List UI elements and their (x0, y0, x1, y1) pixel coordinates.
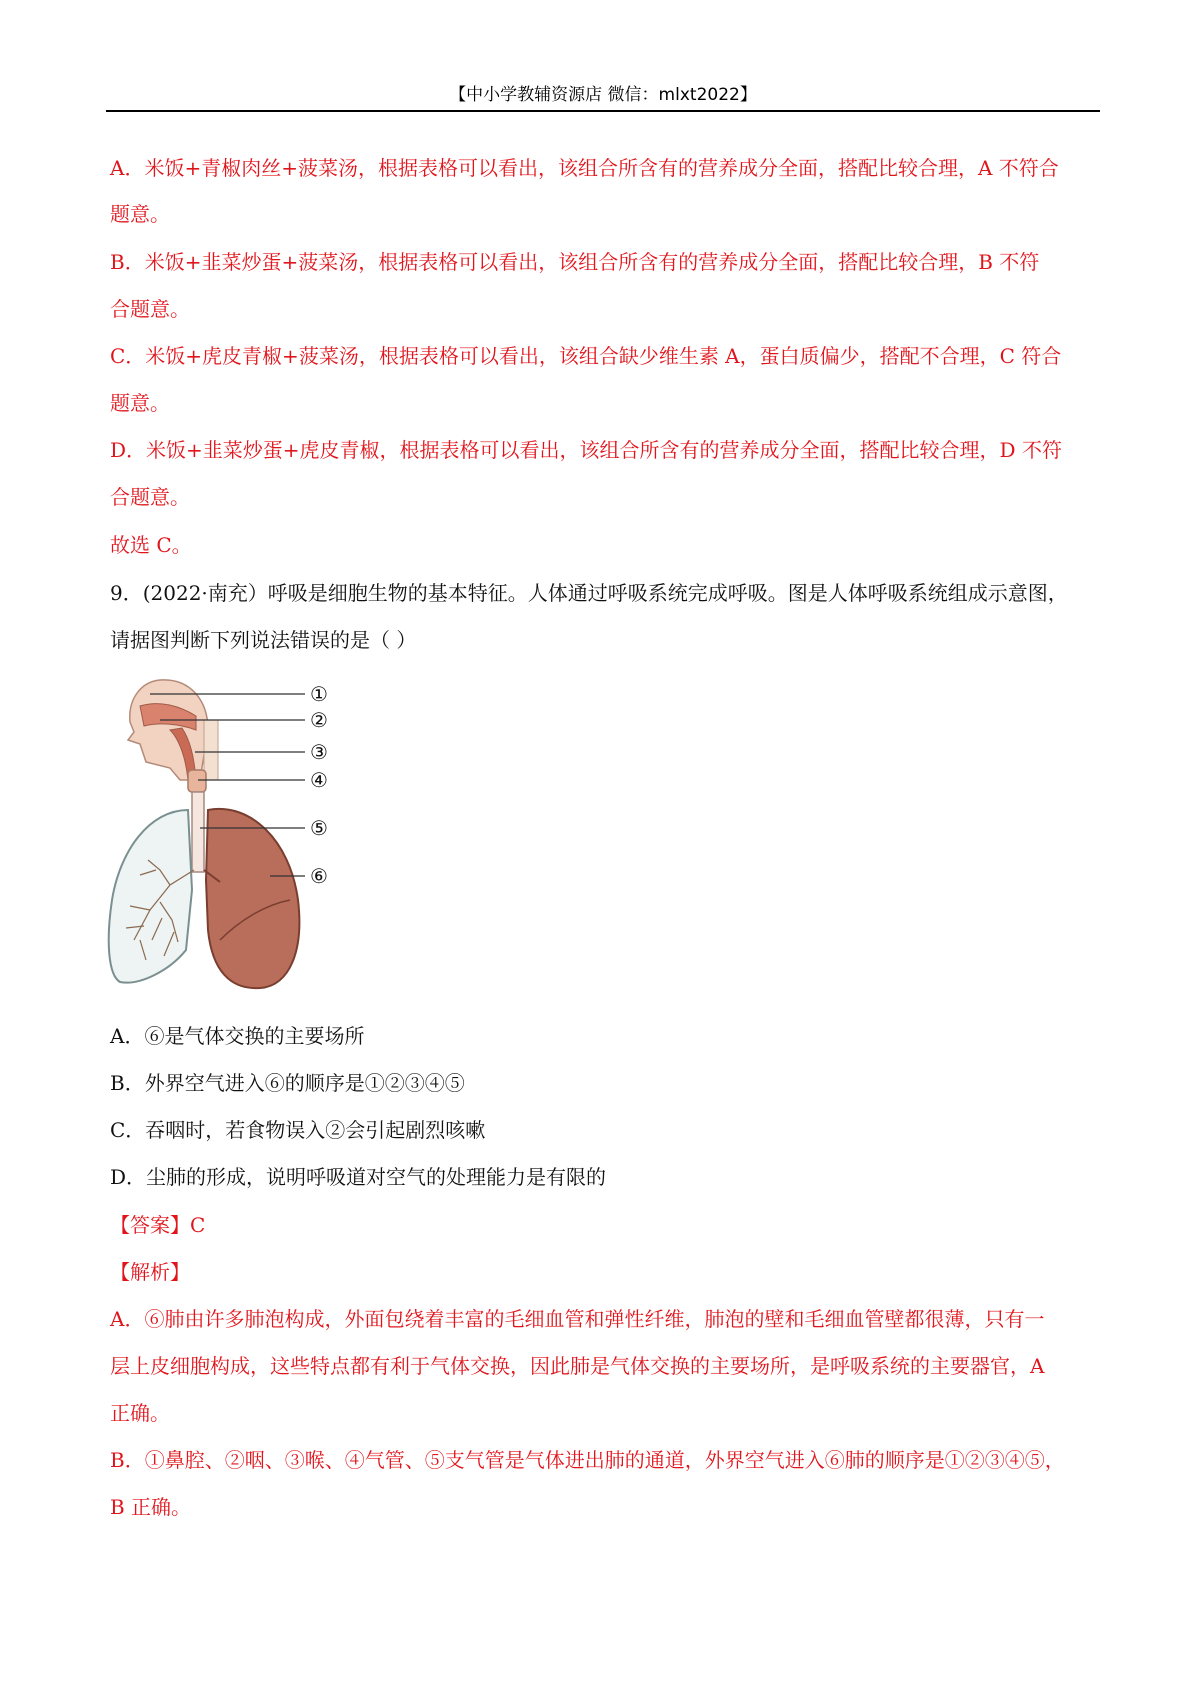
prev-option-c-line2: 题意。 (110, 391, 170, 415)
left-lung (109, 810, 192, 983)
label-3: ③ (310, 740, 328, 764)
answer: 【答案】C (110, 1213, 206, 1237)
respiratory-system-diagram (100, 670, 380, 990)
prev-option-a-line1: A．米饭+青椒肉丝+菠菜汤，根据表格可以看出，该组合所含有的营养成分全面，搭配比较合理，A 不符合 (110, 156, 1059, 180)
prev-option-a-line2: 题意。 (110, 202, 170, 226)
analysis-a-line2: 层上皮细胞构成，这些特点都有利于气体交换，因此肺是气体交换的主要场所，是呼吸系统的主要器官，A (110, 1354, 1045, 1378)
header-rule (106, 110, 1100, 112)
prev-conclusion: 故选 C。 (110, 533, 192, 557)
analysis-b-line1: B．①鼻腔、②咽、③喉、④气管、⑤支气管是气体进出肺的通道，外界空气进入⑥肺的顺序是①②③④⑤， (110, 1448, 1065, 1472)
question-line2: 请据图判断下列说法错误的是（ ） (110, 628, 417, 652)
analysis-title: 【解析】 (110, 1260, 190, 1284)
prev-option-d-line1: D．米饭+韭菜炒蛋+虎皮青椒，根据表格可以看出，该组合所含有的营养成分全面，搭配比较合理，D 不符 (110, 438, 1062, 462)
option-d: D．尘肺的形成，说明呼吸道对空气的处理能力是有限的 (110, 1165, 607, 1189)
label-2: ② (310, 708, 328, 732)
prev-option-b-line1: B．米饭+韭菜炒蛋+菠菜汤，根据表格可以看出，该组合所含有的营养成分全面，搭配比较合理，B 不符 (110, 250, 1040, 274)
option-a: A．⑥是气体交换的主要场所 (110, 1024, 365, 1048)
label-4: ④ (310, 768, 328, 792)
prev-option-b-line2: 合题意。 (110, 297, 190, 321)
label-6: ⑥ (310, 864, 328, 888)
page-header: 【中小学教辅资源店 微信：mlxt2022】 (449, 85, 757, 105)
spine (204, 720, 218, 780)
analysis-b-line2: B 正确。 (110, 1495, 192, 1519)
larynx (188, 770, 206, 792)
analysis-a-line1: A．⑥肺由许多肺泡构成，外面包绕着丰富的毛细血管和弹性纤维，肺泡的壁和毛细血管壁都很薄，只有一 (110, 1307, 1045, 1331)
prev-option-d-line2: 合题意。 (110, 485, 190, 509)
label-1: ① (310, 682, 328, 706)
question-line1: 9．(2022·南充）呼吸是细胞生物的基本特征。人体通过呼吸系统完成呼吸。图是人体呼吸系统组成示意图， (110, 581, 1068, 605)
prev-option-c-line1: C．米饭+虎皮青椒+菠菜汤，根据表格可以看出，该组合缺少维生素 A，蛋白质偏少，搭配不合理，C 符合 (110, 344, 1062, 368)
label-5: ⑤ (310, 816, 328, 840)
analysis-a-line3: 正确。 (110, 1401, 170, 1425)
right-lung (206, 809, 299, 988)
option-b: B．外界空气进入⑥的顺序是①②③④⑤ (110, 1071, 465, 1095)
trachea (192, 792, 204, 872)
option-c: C．吞咽时，若食物误入②会引起剧烈咳嗽 (110, 1118, 486, 1142)
